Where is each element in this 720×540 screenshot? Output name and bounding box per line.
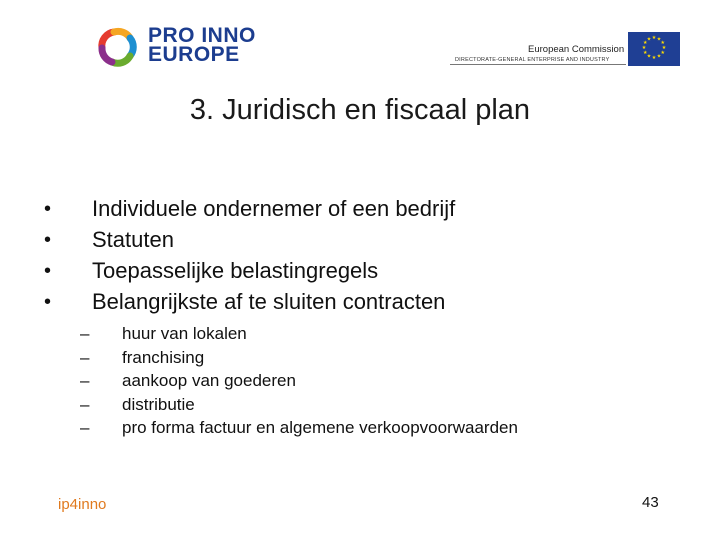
svg-text:★: ★ [646,53,652,60]
svg-text:★: ★ [660,40,665,46]
bullet-marker: • [44,260,52,282]
svg-text:★: ★ [643,50,648,56]
slide-title [0,94,720,127]
logo-wordmark [148,26,256,64]
logo-line-1: PRO INNO [148,24,256,47]
slide-title-text: 3. Juridisch en fiscaal plan [189,94,531,126]
sub-text: franchising [122,347,205,367]
ec-divider [450,64,626,65]
sub-marker: – [80,394,90,414]
logo-line-2: EUROPE [148,43,240,66]
svg-text:★: ★ [646,36,652,43]
sub-text: distributie [122,394,195,414]
sub-marker: – [80,371,90,390]
bullet-marker: • [44,229,52,251]
sub-text: aankoop van goederen [122,371,296,390]
ec-title: European Commission [528,44,625,55]
bullet-text: Belangrijkste af te sluiten contracten [92,289,446,314]
european-commission-logo [450,28,682,68]
svg-text:★: ★ [651,35,657,41]
sub-marker: – [80,347,90,367]
sub-marker: – [80,324,90,343]
svg-text:★: ★ [651,55,657,61]
bullet-marker: • [44,291,52,313]
sub-text: pro forma factuur en algemene verkoopvoorwaarden [122,418,518,437]
bullet-marker: • [44,198,52,220]
slide-header [0,0,720,78]
bullet-text: Statuten [92,227,174,252]
bullet-text: Individuele ondernemer of een bedrijf [92,196,456,221]
svg-text:★: ★ [643,40,648,46]
pro-inno-europe-logo-icon [92,24,142,70]
svg-text:★: ★ [641,45,647,51]
eu-flag-icon [628,32,680,66]
ec-subtitle: DIRECTORATE-GENERAL ENTERPRISE AND INDUSTRY [455,57,610,63]
sub-marker: – [80,418,90,437]
sub-text: huur van lokalen [122,324,247,343]
svg-text:★: ★ [656,36,662,43]
page-number: 43 [642,494,659,511]
svg-text:★: ★ [661,45,667,51]
pro-inno-europe-logo [92,24,272,70]
bullet-text: Toepasselijke belastingregels [92,258,379,283]
svg-text:★: ★ [660,50,665,56]
footer-label: ip4inno [58,496,107,513]
svg-text:★: ★ [656,53,662,60]
